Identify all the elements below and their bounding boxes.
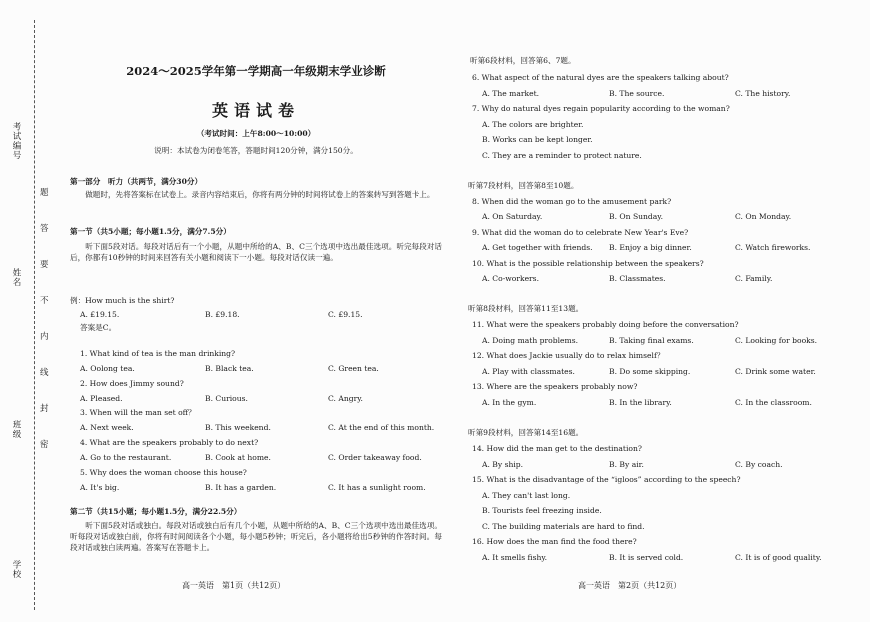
seal-char: 答 (40, 224, 49, 234)
question-12: 12. What does Jackie usually do to relax himself？ (472, 351, 665, 360)
q8-option-a: A. On Saturday. (482, 212, 543, 221)
section2-heading: 第二节（共15小题；每小题1.5分，满分22.5分） (70, 507, 242, 516)
q7-option-b: B. Works can be kept longer. (482, 135, 593, 144)
exam-title: 2024～2025学年第一学期高一年级期末学业诊断 (126, 64, 386, 78)
q4-option-c: C. Order takeaway food. (328, 453, 422, 462)
q12-option-a: A. Play with classmates. (482, 367, 575, 376)
section1-heading: 第一节（共5小题；每小题1.5分，满分7.5分） (70, 227, 231, 236)
q13-option-a: A. In the gym. (482, 398, 537, 407)
exam-subject: 英语试卷 (211, 101, 300, 120)
seal-char: 封 (40, 404, 49, 414)
q10-option-b: B. Classmates. (609, 274, 666, 283)
q3-option-c: C. At the end of this month. (328, 423, 435, 432)
q8-option-c: C. On Monday. (735, 212, 792, 221)
section1-intro: 听下面5段对话。每段对话后有一个小题，从题中所给的A、B、C三个选项中选出最佳选项。听完每段对话后，你都有10秒钟的时间来回答有关小题和阅读下一小题。每段对话仅读一遍。 (70, 242, 442, 262)
question-6: 6. What aspect of the natural dyes are the speakers talking about? (472, 73, 729, 82)
exam-note: 说明：本试卷为闭卷笔答，答题时间120分钟，满分150分。 (154, 146, 358, 155)
q7-option-a: A. The colors are brighter. (482, 120, 584, 129)
q6-option-a: A. The market. (482, 89, 540, 98)
q11-option-b: B. Taking final exams. (609, 336, 694, 345)
question-13: 13. Where are the speakers probably now? (472, 382, 638, 391)
q6-option-c: C. The history. (735, 89, 791, 98)
example-option-c: C. £9.15. (328, 310, 363, 319)
q16-option-a: A. It smells fishy. (482, 553, 548, 562)
exam-time: （考试时间：上午8:00～10:00） (196, 129, 316, 138)
material-9-heading: 听第9段材料，回答第14至16题。 (468, 428, 584, 437)
q10-option-c: C. Family. (735, 274, 773, 283)
question-10: 10. What is the possible relationship between the speakers? (472, 259, 704, 268)
q16-option-b: B. It is served cold. (609, 553, 684, 562)
q5-option-c: C. It has a sunlight room. (328, 483, 426, 492)
q12-option-c: C. Drink some water. (735, 367, 816, 376)
q9-option-b: B. Enjoy a big dinner. (609, 243, 692, 252)
question-5: 5. Why does the woman choose this house? (80, 468, 247, 477)
gutter-label-class: 班级 (11, 420, 21, 439)
question-14: 14. How did the man get to the destination? (472, 444, 642, 453)
q9-option-a: A. Get together with friends. (482, 243, 593, 252)
q15-option-a: A. They can't last long. (482, 491, 571, 500)
q13-option-c: C. In the classroom. (735, 398, 812, 407)
gutter-label-exam-no: 考试编号 (11, 122, 21, 160)
q15-option-b: B. Tourists feel freezing inside. (482, 506, 602, 515)
section2-intro: 听下面5段对话或独白。每段对话或独白后有几个小题，从题中所给的A、B、C三个选项中选出最佳选项。听每段对话或独白前，你将有时间阅读各个小题，每小题5秒钟；听完后，各小题将给出5秒钟的作答时间。每段对话或独白读两遍。答案写在答题卡上。 (70, 521, 442, 552)
q3-option-a: A. Next week. (80, 423, 134, 432)
gutter-label-school: 学校 (11, 560, 21, 579)
part1-intro: 做题时，先将答案标在试卷上。录音内容结束后，你将有两分钟的时间将试卷上的答案转写到答题卡上。 (85, 190, 435, 199)
question-3: 3. When will the man set off？ (80, 408, 196, 417)
q6-option-b: B. The source. (609, 89, 665, 98)
q2-option-a: A. Pleased. (80, 394, 123, 403)
q5-option-a: A. It's big. (80, 483, 120, 492)
gutter-label-name: 姓名 (11, 268, 21, 287)
question-15: 15. What is the disadvantage of the “igloos” according to the speech? (472, 475, 741, 484)
question-2: 2. How does Jimmy sound? (80, 379, 184, 388)
seal-char: 要 (40, 260, 49, 270)
question-4: 4. What are the speakers probably to do next? (80, 438, 259, 447)
q2-option-b: B. Curious. (205, 394, 248, 403)
q3-option-b: B. This weekend. (205, 423, 271, 432)
material-6-heading: 听第6段材料，回答第6、7题。 (470, 56, 576, 65)
seal-char: 不 (40, 296, 49, 306)
q16-option-c: C. It is of good quality. (735, 553, 822, 562)
q11-option-a: A. Doing math problems. (482, 336, 579, 345)
seal-char: 线 (40, 368, 49, 378)
q8-option-b: B. On Sunday. (609, 212, 664, 221)
q1-option-a: A. Oolong tea. (80, 364, 135, 373)
q5-option-b: B. It has a garden. (205, 483, 277, 492)
q12-option-b: B. Do some skipping. (609, 367, 691, 376)
question-1: 1. What kind of tea is the man drinking? (80, 349, 236, 358)
seal-char: 密 (40, 440, 49, 450)
example-option-b: B. £9.18. (205, 310, 240, 319)
q15-option-c: C. The building materials are hard to find. (482, 522, 645, 531)
q2-option-c: C. Angry. (328, 394, 363, 403)
q13-option-b: B. In the library. (609, 398, 672, 407)
question-16: 16. How does the man find the food there? (472, 537, 637, 546)
page-footer-right: 高一英语 第2页（共12页） (578, 581, 682, 590)
binding-gutter (0, 0, 62, 622)
question-11: 11. What were the speakers probably doing before the conversation? (472, 320, 739, 329)
q1-option-b: B. Black tea. (205, 364, 254, 373)
page-footer-left: 高一英语 第1页（共12页） (182, 581, 286, 590)
q4-option-a: A. Go to the restaurant. (80, 453, 172, 462)
q10-option-a: A. Co-workers. (482, 274, 539, 283)
part1-heading: 第一部分 听力（共两节，满分30分） (70, 177, 203, 186)
q11-option-c: C. Looking for books. (735, 336, 818, 345)
q1-option-c: C. Green tea. (328, 364, 379, 373)
cut-line (34, 20, 35, 610)
material-8-heading: 听第8段材料，回答第11至13题。 (468, 304, 584, 313)
question-9: 9. What did the woman do to celebrate New Year's Eve? (472, 228, 689, 237)
question-7: 7. Why do natural dyes regain popularity according to the woman? (472, 104, 730, 113)
example-option-a: A. £19.15. (80, 310, 120, 319)
q4-option-b: B. Cook at home. (205, 453, 271, 462)
example-question: 例：How much is the shirt? (70, 296, 175, 305)
q7-option-c: C. They are a reminder to protect nature. (482, 151, 642, 160)
material-7-heading: 听第7段材料，回答第8至10题。 (468, 181, 579, 190)
seal-char: 内 (40, 332, 49, 342)
seal-char: 题 (40, 188, 49, 198)
q14-option-a: A. By ship. (482, 460, 524, 469)
question-8: 8. When did the woman go to the amusement park? (472, 197, 672, 206)
q14-option-c: C. By coach. (735, 460, 783, 469)
example-answer: 答案是C。 (80, 323, 117, 332)
q14-option-b: B. By air. (609, 460, 644, 469)
q9-option-c: C. Watch fireworks. (735, 243, 811, 252)
